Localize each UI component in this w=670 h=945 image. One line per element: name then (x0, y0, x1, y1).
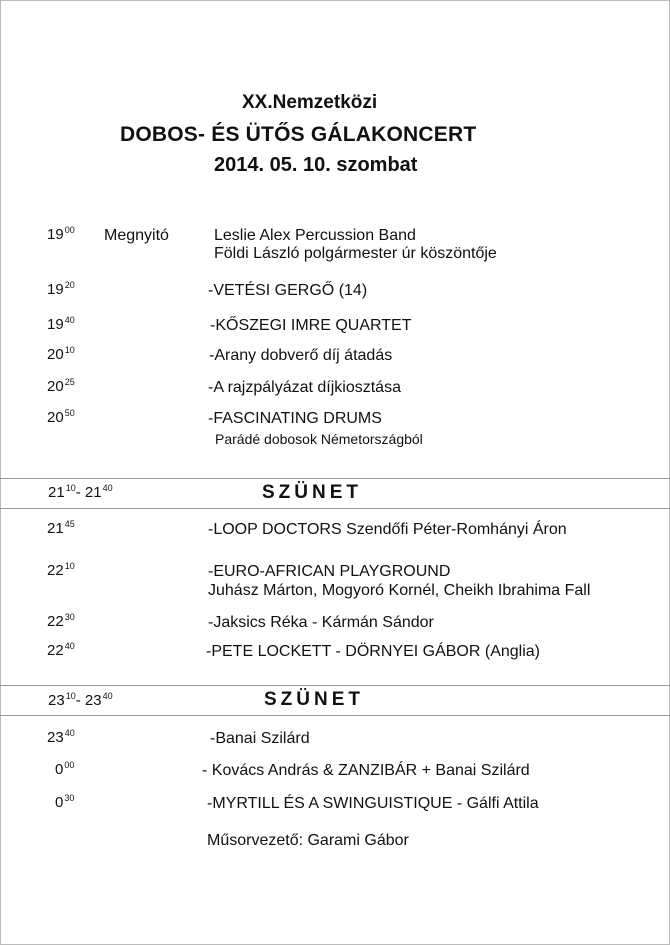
program-item: -MYRTILL ÉS A SWINGUISTIQUE - Gálfi Attila (207, 795, 539, 812)
program-item: -KŐSZEGI IMRE QUARTET (210, 317, 412, 334)
program-item: -A rajzpályázat díjkiosztása (208, 379, 401, 396)
time-0000: $0^{00}$ (55, 760, 75, 778)
break-label: SZÜNET (264, 689, 364, 710)
event-date: 2014. 05. 10. szombat (214, 154, 418, 176)
time-2010: $20^{10}$ (47, 345, 75, 363)
time-1920: $19^{20}$ (47, 280, 75, 298)
program-item: -LOOP DOCTORS Szendőfi Péter-Romhányi Áron (208, 521, 567, 538)
opening-label: Megnyitó (104, 227, 169, 244)
program-item: Leslie Alex Percussion Band (214, 227, 416, 244)
program-item: -Jaksics Réka - Kármán Sándor (208, 614, 434, 631)
program-item-sub: Földi László polgármester úr köszöntője (214, 245, 497, 262)
program-item: -Arany dobverő díj átadás (209, 347, 393, 364)
program-item: - Kovács András & ZANZIBÁR + Banai Szilárd (202, 762, 530, 779)
page-title: DOBOS- ÉS ÜTŐS GÁLAKONCERT (120, 123, 477, 146)
time-0030: $0^{30}$ (55, 793, 75, 811)
header-subtitle: XX.Nemzetközi (242, 92, 378, 113)
program-item: -VETÉSI GERGŐ (14) (208, 282, 368, 299)
program-item: -EURO-AFRICAN PLAYGROUND (208, 563, 451, 580)
time-2340: $23^{40}$ (47, 728, 75, 746)
time-2240: $22^{40}$ (47, 641, 75, 659)
time-2025: $20^{25}$ (47, 377, 75, 395)
program-item: -PETE LOCKETT - DÖRNYEI GÁBOR (Anglia) (206, 643, 540, 660)
time-2210: $22^{10}$ (47, 561, 75, 579)
time-2230: $22^{30}$ (47, 612, 75, 630)
time-1900: $19^{00}$ (47, 225, 75, 243)
program-item-sub: Juhász Márton, Mogyoró Kornél, Cheikh Ibrahima Fall (208, 582, 591, 599)
time-2145: $21^{45}$ (47, 519, 75, 537)
break-label: SZÜNET (262, 482, 362, 503)
host-credit: Műsorvezető: Garami Gábor (207, 832, 409, 849)
program-item: -FASCINATING DRUMS (208, 410, 382, 427)
time-2050: $20^{50}$ (47, 408, 75, 426)
break-time: $23^{10}-$ $23^{40}$ (48, 691, 113, 709)
break-time: $21^{10}-$ $21^{40}$ (48, 483, 113, 501)
time-1940: $19^{40}$ (47, 315, 75, 333)
program-item-sub: Parádé dobosok Németországból (215, 431, 423, 447)
program-item: -Banai Szilárd (210, 730, 310, 747)
